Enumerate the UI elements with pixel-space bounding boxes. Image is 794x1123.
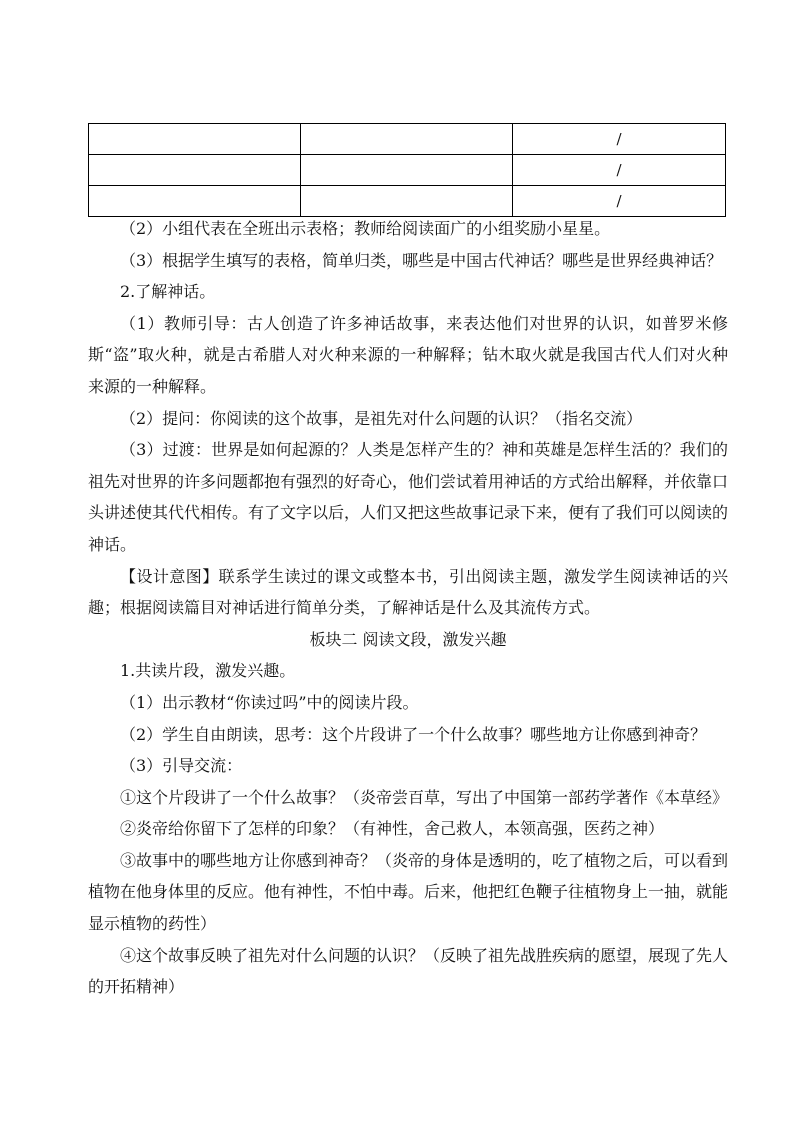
paragraph-free-reading: （2）学生自由朗读，思考：这个片段讲了一个什么故事？哪些地方让你感到神奇？ bbox=[120, 724, 707, 744]
table-row bbox=[89, 155, 726, 186]
paragraph-q3: ③故事中的哪些地方让你感到神奇？（炎帝的身体是透明的，吃了植物之后，可以看到植物在他身体里的反应。他有神性，不怕中毒。后来，他把红色鞭子往植物身上一抽，就能显示植物的药性） bbox=[88, 850, 729, 934]
paragraph-question: （2）提问：你阅读的这个故事，是祖先对什么问题的认识？（指名交流） bbox=[120, 408, 643, 428]
paragraph-transition: （3）过渡：世界是如何起源的？人类是怎样产生的？神和英雄是怎样生活的？我们的祖先对世界的许多问题都抱有强烈的好奇心，他们尝试着用神话的方式给出解释，并依靠口头讲述使其代代相传。有了文字以后，人们又把这些故事记录下来，便有了我们可以阅读的神话。 bbox=[88, 440, 729, 554]
table-row bbox=[89, 186, 726, 217]
table-cell bbox=[301, 155, 513, 186]
paragraph-q2: ②炎帝给你留下了怎样的印象？（有神性，舍己救人，本领高强，医药之神） bbox=[120, 819, 665, 839]
paragraph-q1: ①这个片段讲了一个什么故事？（炎帝尝百草，写出了中国第一部药学著作《本草经》 bbox=[120, 787, 729, 807]
paragraph-q4: ④这个故事反映了祖先对什么问题的认识？（反映了祖先战胜疾病的愿望，展现了先人的开拓精神） bbox=[88, 945, 729, 997]
section-heading-read-excerpt: 1.共读片段，激发兴趣。 bbox=[120, 661, 296, 681]
paragraph-show-excerpt: （1）出示教材“你读过吗”中的阅读片段。 bbox=[120, 692, 419, 712]
table-cell: / bbox=[513, 186, 726, 217]
section-heading-understand-myths: 2.了解神话。 bbox=[120, 282, 216, 302]
paragraph-group-presentation: （2）小组代表在全班出示表格；教师给阅读面广的小组奖励小星星。 bbox=[120, 219, 611, 238]
paragraph-classify: （3）根据学生填写的表格，简单归类，哪些是中国古代神话？哪些是世界经典神话？ bbox=[120, 250, 723, 270]
reading-table bbox=[88, 123, 726, 217]
table-row bbox=[89, 124, 726, 155]
table-cell bbox=[89, 124, 301, 155]
table-cell: / bbox=[513, 155, 726, 186]
table-cell bbox=[301, 186, 513, 217]
block-title: 板块二 阅读文段，激发兴趣 bbox=[309, 629, 507, 649]
paragraph-guide-discussion: （3）引导交流： bbox=[120, 756, 243, 776]
table-cell bbox=[301, 124, 513, 155]
paragraph-design-intent: 【设计意图】联系学生读过的课文或整本书，引出阅读主题，激发学生阅读神话的兴趣；根据阅读篇目对神话进行简单分类，了解神话是什么及其流传方式。 bbox=[88, 566, 728, 618]
body-text bbox=[88, 213, 728, 1003]
table-cell bbox=[89, 186, 301, 217]
table-cell bbox=[89, 155, 301, 186]
paragraph-teacher-guide: （1）教师引导：古人创造了许多神话故事，来表达他们对世界的认识，如普罗米修斯“盗”取火种，就是古希腊人对火种来源的一种解释；钻木取火就是我国古代人们对火种来源的一种解释。 bbox=[88, 313, 728, 396]
table-cell: / bbox=[513, 124, 726, 155]
